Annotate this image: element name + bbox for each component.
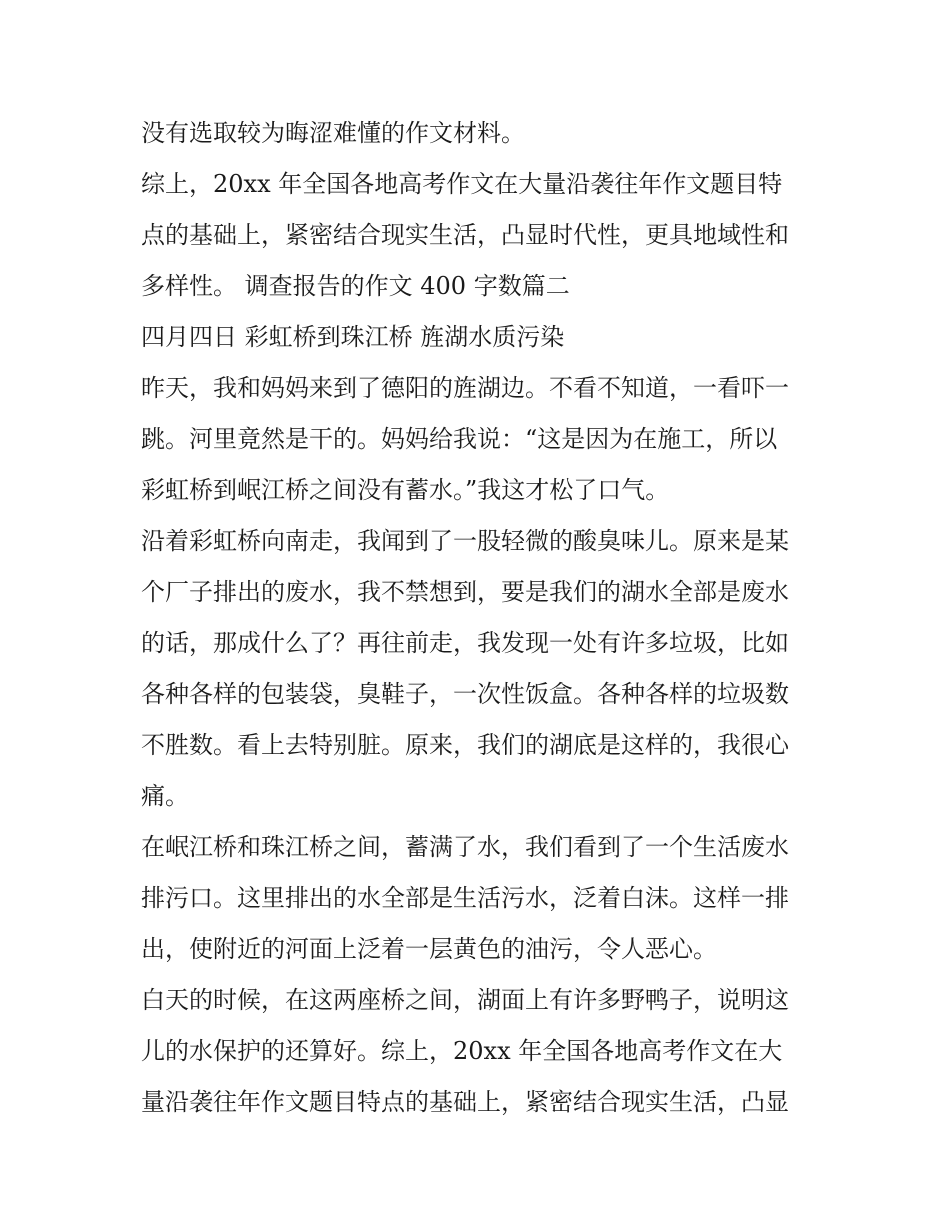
text-line: 综上，20xx 年全国各地高考作文在大量沿袭往年作文题目特 xyxy=(141,170,783,198)
text-line: 排污口。这里排出的水全部是生活污水，泛着白沫。这样一排 xyxy=(141,884,789,912)
text-line: 白天的时候，在这两座桥之间，湖面上有许多野鸭子，说明这 xyxy=(141,986,789,1014)
text-line: 在岷江桥和珠江桥之间，蓄满了水，我们看到了一个生活废水 xyxy=(141,833,789,861)
text-line: 没有选取较为晦涩难懂的作文材料。 xyxy=(141,119,525,147)
text-line: 点的基础上，紧密结合现实生活，凸显时代性，更具地域性和 xyxy=(141,221,789,249)
text-line: 量沿袭往年作文题目特点的基础上，紧密结合现实生活，凸显 xyxy=(141,1088,789,1116)
text-line: 痛。 xyxy=(141,782,189,810)
text-line: 儿的水保护的还算好。综上，20xx 年全国各地高考作文在大 xyxy=(141,1037,783,1065)
text-line: 沿着彩虹桥向南走，我闻到了一股轻微的酸臭味儿。原来是某 xyxy=(141,527,789,555)
text-line: 彩虹桥到岷江桥之间没有蓄水。”我这才松了口气。 xyxy=(141,476,670,504)
document-body xyxy=(141,108,821,1128)
text-line: 多样性。 调查报告的作文 400 字数篇二 xyxy=(141,272,570,300)
text-line: 出，使附近的河面上泛着一层黄色的油污，令人恶心。 xyxy=(141,935,717,963)
text-line: 个厂子排出的废水，我不禁想到，要是我们的湖水全部是废水 xyxy=(141,578,789,606)
text-line: 不胜数。看上去特别脏。原来，我们的湖底是这样的，我很心 xyxy=(141,731,789,759)
text-line: 昨天，我和妈妈来到了德阳的旌湖边。不看不知道，一看吓一 xyxy=(141,374,789,402)
text-line: 跳。河里竟然是干的。妈妈给我说：“这是因为在施工，所以 xyxy=(141,425,778,453)
section-heading: 四月四日 彩虹桥到珠江桥 旌湖水质污染 xyxy=(141,323,565,351)
text-line: 的话，那成什么了？再往前走，我发现一处有许多垃圾，比如 xyxy=(141,629,789,657)
text-line: 各种各样的包装袋，臭鞋子，一次性饭盒。各种各样的垃圾数 xyxy=(141,680,789,708)
